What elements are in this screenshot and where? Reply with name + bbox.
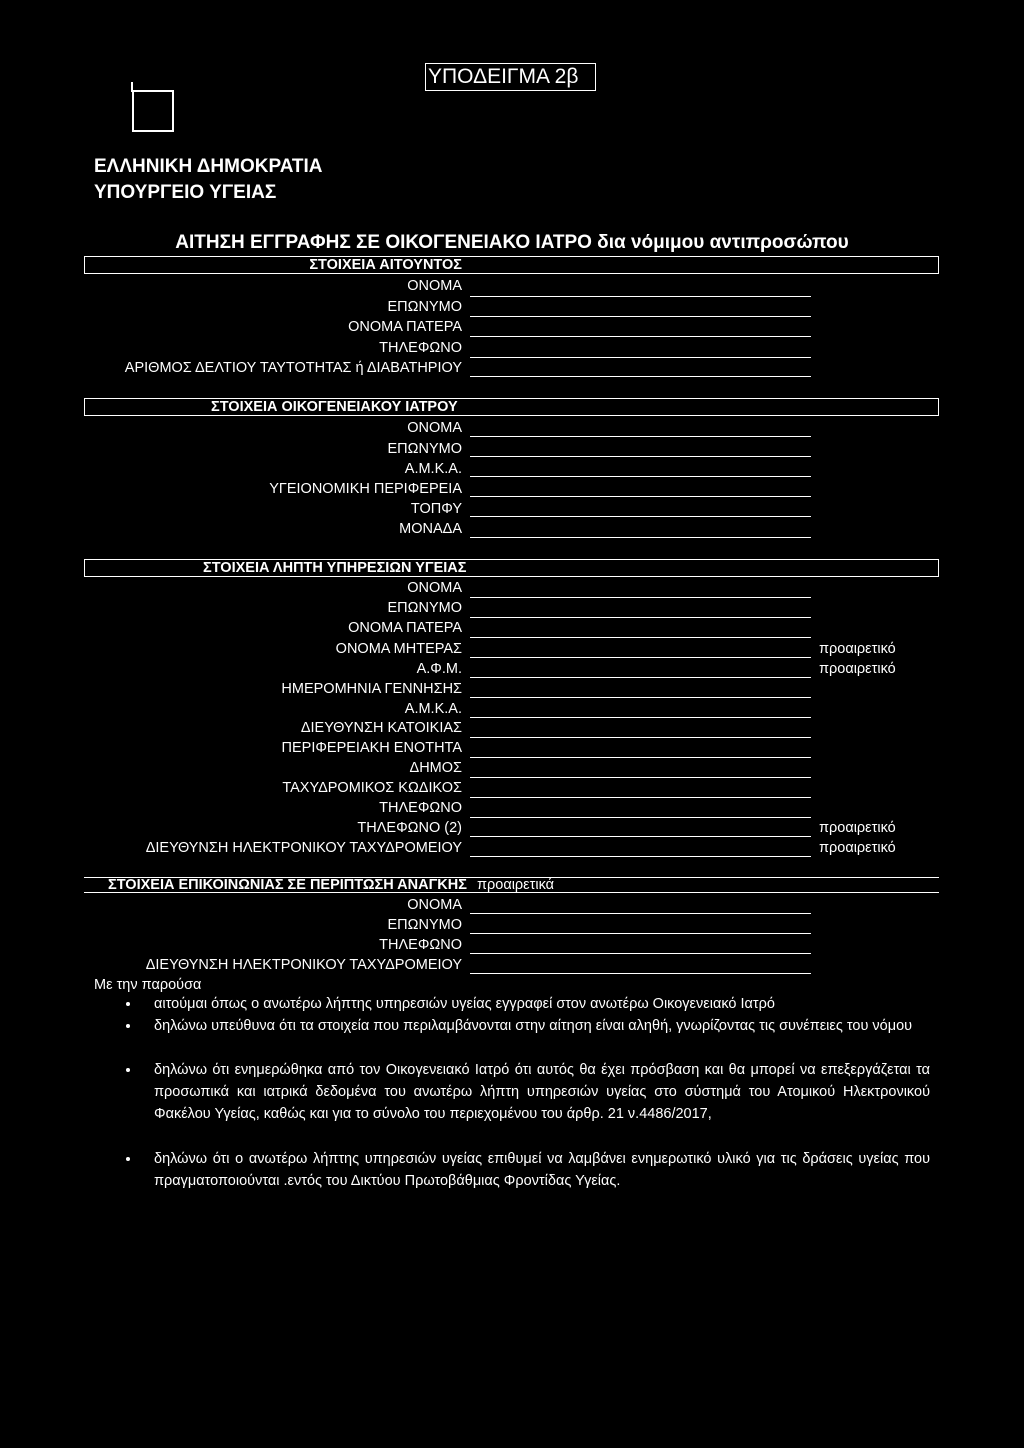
declaration-item: αιτούμαι όπως ο ανωτέρω λήπτης υπηρεσιών υγείας εγγραφεί στον ανωτέρω Οικογενειακό Ιατρό [154,996,775,1012]
field-label: ΟΝΟΜΑ ΠΑΤΕΡΑ [348,620,462,636]
field-input-line[interactable] [470,376,811,377]
section-title-doctor: ΣΤΟΙΧΕΙΑ ΟΙΚΟΓΕΝΕΙΑΚΟΥ ΙΑΤΡΟΥ [211,399,458,415]
declaration-item: δηλώνω υπεύθυνα ότι τα στοιχεία που περιλαμβάνονται στην αίτηση είναι αληθή, γνωρίζοντας τις συνέπειες του νόμου [154,1018,913,1034]
field-input-line[interactable] [470,737,811,738]
field-label: ΤΟΠΦΥ [410,501,462,517]
section-title-emergency: ΣΤΟΙΧΕΙΑ ΕΠΙΚΟΙΝΩΝΙΑΣ ΣΕ ΠΕΡΙΠΤΩΣΗ ΑΝΑΓΚΗΣ [108,877,467,893]
field-input-line[interactable] [470,516,811,517]
field-label: ΤΑΧΥΔΡΟΜΙΚΟΣ ΚΩΔΙΚΟΣ [282,780,462,796]
ministry-heading: ΥΠΟΥΡΓΕΙΟ ΥΓΕΙΑΣ [94,182,277,203]
field-input-line[interactable] [470,316,811,317]
field-input-line[interactable] [470,836,811,837]
field-label: ΤΗΛΕΦΩΝΟ [379,340,462,356]
declaration-item: δηλώνω ότι ενημερώθηκα από τον Οικογενειακό Ιατρό ότι αυτός θα έχει πρόσβαση και θα μπορεί να επεξεργάζεται τα προσωπικά και ιατρικά δεδομένα του ανωτέρω λήπτη υπηρεσιών υγείας στο σύστημά του Ατομικού Ηλεκτρονικού Φακέλου Υγείας, καθώς και για το σύνολο του περιεχομένου του άρθρ. 21 ν.4486/2017, [154,1062,930,1122]
field-label: ΔΙΕΥΘΥΝΣΗ ΗΛΕΚΤΡΟΝΙΚΟΥ ΤΑΧΥΔΡΟΜΕΙΟΥ [145,957,462,973]
field-label: ΤΗΛΕΦΩΝΟ [379,800,462,816]
field-label: ΟΝΟΜΑ ΜΗΤΕΡΑΣ [335,641,462,657]
field-input-line[interactable] [470,913,811,914]
declaration-item: δηλώνω ότι ο ανωτέρω λήπτης υπηρεσιών υγείας επιθυμεί να λαμβάνει ενημερωτικό υλικό για τις δράσεις υγείας που πραγματοποιούνται .εντός του Δικτύου Πρωτοβάθμιας Φροντίδας Υγείας. [154,1151,930,1189]
field-input-line[interactable] [470,697,811,698]
section-bar-recipient [84,559,939,577]
field-label: ΟΝΟΜΑ [407,897,462,913]
field-input-line[interactable] [470,973,811,974]
field-input-line[interactable] [470,777,811,778]
optional-note: προαιρετικά [477,877,555,893]
field-input-line[interactable] [470,597,811,598]
bullet-icon [126,1068,130,1072]
field-label: ΕΠΩΝΥΜΟ [387,441,462,457]
field-label: ΤΗΛΕΦΩΝΟ (2) [357,820,462,836]
field-label: ΜΟΝΑΔΑ [399,521,462,537]
field-label: ΟΝΟΜΑ ΠΑΤΕΡΑ [348,319,462,335]
field-input-line[interactable] [470,637,811,638]
field-label: ΟΝΟΜΑ [407,580,462,596]
section-title-recipient: ΣΤΟΙΧΕΙΑ ΛΗΠΤΗ ΥΠΗΡΕΣΙΩΝ ΥΓΕΙΑΣ [203,560,467,576]
field-label: ΗΜΕΡΟΜΗΝΙΑ ΓΕΝΝΗΣΗΣ [281,681,462,697]
field-label: ΕΠΩΝΥΜΟ [387,299,462,315]
optional-note: προαιρετικό [819,641,896,657]
field-input-line[interactable] [470,476,811,477]
sample-label: ΥΠΟΔΕΙΓΜΑ 2β [425,63,596,91]
field-label: ΔΙΕΥΘΥΝΣΗ ΚΑΤΟΙΚΙΑΣ [300,720,462,736]
section-bar-doctor [84,398,939,416]
field-input-line[interactable] [470,677,811,678]
field-label: ΥΓΕΙΟΝΟΜΙΚΗ ΠΕΡΙΦΕΡΕΙΑ [269,481,462,497]
field-label: Α.Μ.Κ.Α. [404,701,462,717]
bullet-icon [126,1002,130,1006]
field-input-line[interactable] [470,757,811,758]
section-title-applicant: ΣΤΟΙΧΕΙΑ ΑΙΤΟΥΝΤΟΣ [309,257,462,273]
field-label: ΕΠΩΝΥΜΟ [387,600,462,616]
field-label: ΟΝΟΜΑ [407,420,462,436]
field-input-line[interactable] [470,717,811,718]
optional-note: προαιρετικό [819,820,896,836]
bullet-icon [126,1024,130,1028]
emblem-placeholder [132,90,174,132]
field-input-line[interactable] [470,296,811,297]
field-input-line[interactable] [470,456,811,457]
field-input-line[interactable] [470,436,811,437]
field-input-line[interactable] [470,537,811,538]
field-label: Α.Φ.Μ. [416,661,462,677]
field-input-line[interactable] [470,357,811,358]
field-input-line[interactable] [470,856,811,857]
field-input-line[interactable] [470,933,811,934]
field-label: Α.Μ.Κ.Α. [404,461,462,477]
section-bar-applicant [84,256,939,274]
field-input-line[interactable] [470,817,811,818]
field-input-line[interactable] [470,657,811,658]
field-label: ΕΠΩΝΥΜΟ [387,917,462,933]
form-title: ΑΙΤΗΣΗ ΕΓΓΡΑΦΗΣ ΣΕ ΟΙΚΟΓΕΝΕΙΑΚΟ ΙΑΤΡΟ δια νόμιμου αντιπροσώπου [175,232,849,253]
field-label: ΑΡΙΘΜΟΣ ΔΕΛΤΙΟΥ ΤΑΥΤΟΤΗΤΑΣ ή ΔΙΑΒΑΤΗΡΙΟΥ [124,360,462,376]
optional-note: προαιρετικό [819,840,896,856]
field-label: ΠΕΡΙΦΕΡΕΙΑΚΗ ΕΝΟΤΗΤΑ [281,740,462,756]
optional-note: προαιρετικό [819,661,896,677]
field-label: ΟΝΟΜΑ [407,278,462,294]
field-input-line[interactable] [470,496,811,497]
field-input-line[interactable] [470,953,811,954]
declaration-intro: Με την παρούσα [94,977,202,993]
field-input-line[interactable] [470,797,811,798]
field-input-line[interactable] [470,617,811,618]
field-input-line[interactable] [470,336,811,337]
field-label: ΔΙΕΥΘΥΝΣΗ ΗΛΕΚΤΡΟΝΙΚΟΥ ΤΑΧΥΔΡΟΜΕΙΟΥ [145,840,462,856]
field-label: ΔΗΜΟΣ [409,760,462,776]
field-label: ΤΗΛΕΦΩΝΟ [379,937,462,953]
republic-heading: ΕΛΛΗΝΙΚΗ ΔΗΜΟΚΡΑΤΙΑ [94,156,323,177]
bullet-icon [126,1157,130,1161]
